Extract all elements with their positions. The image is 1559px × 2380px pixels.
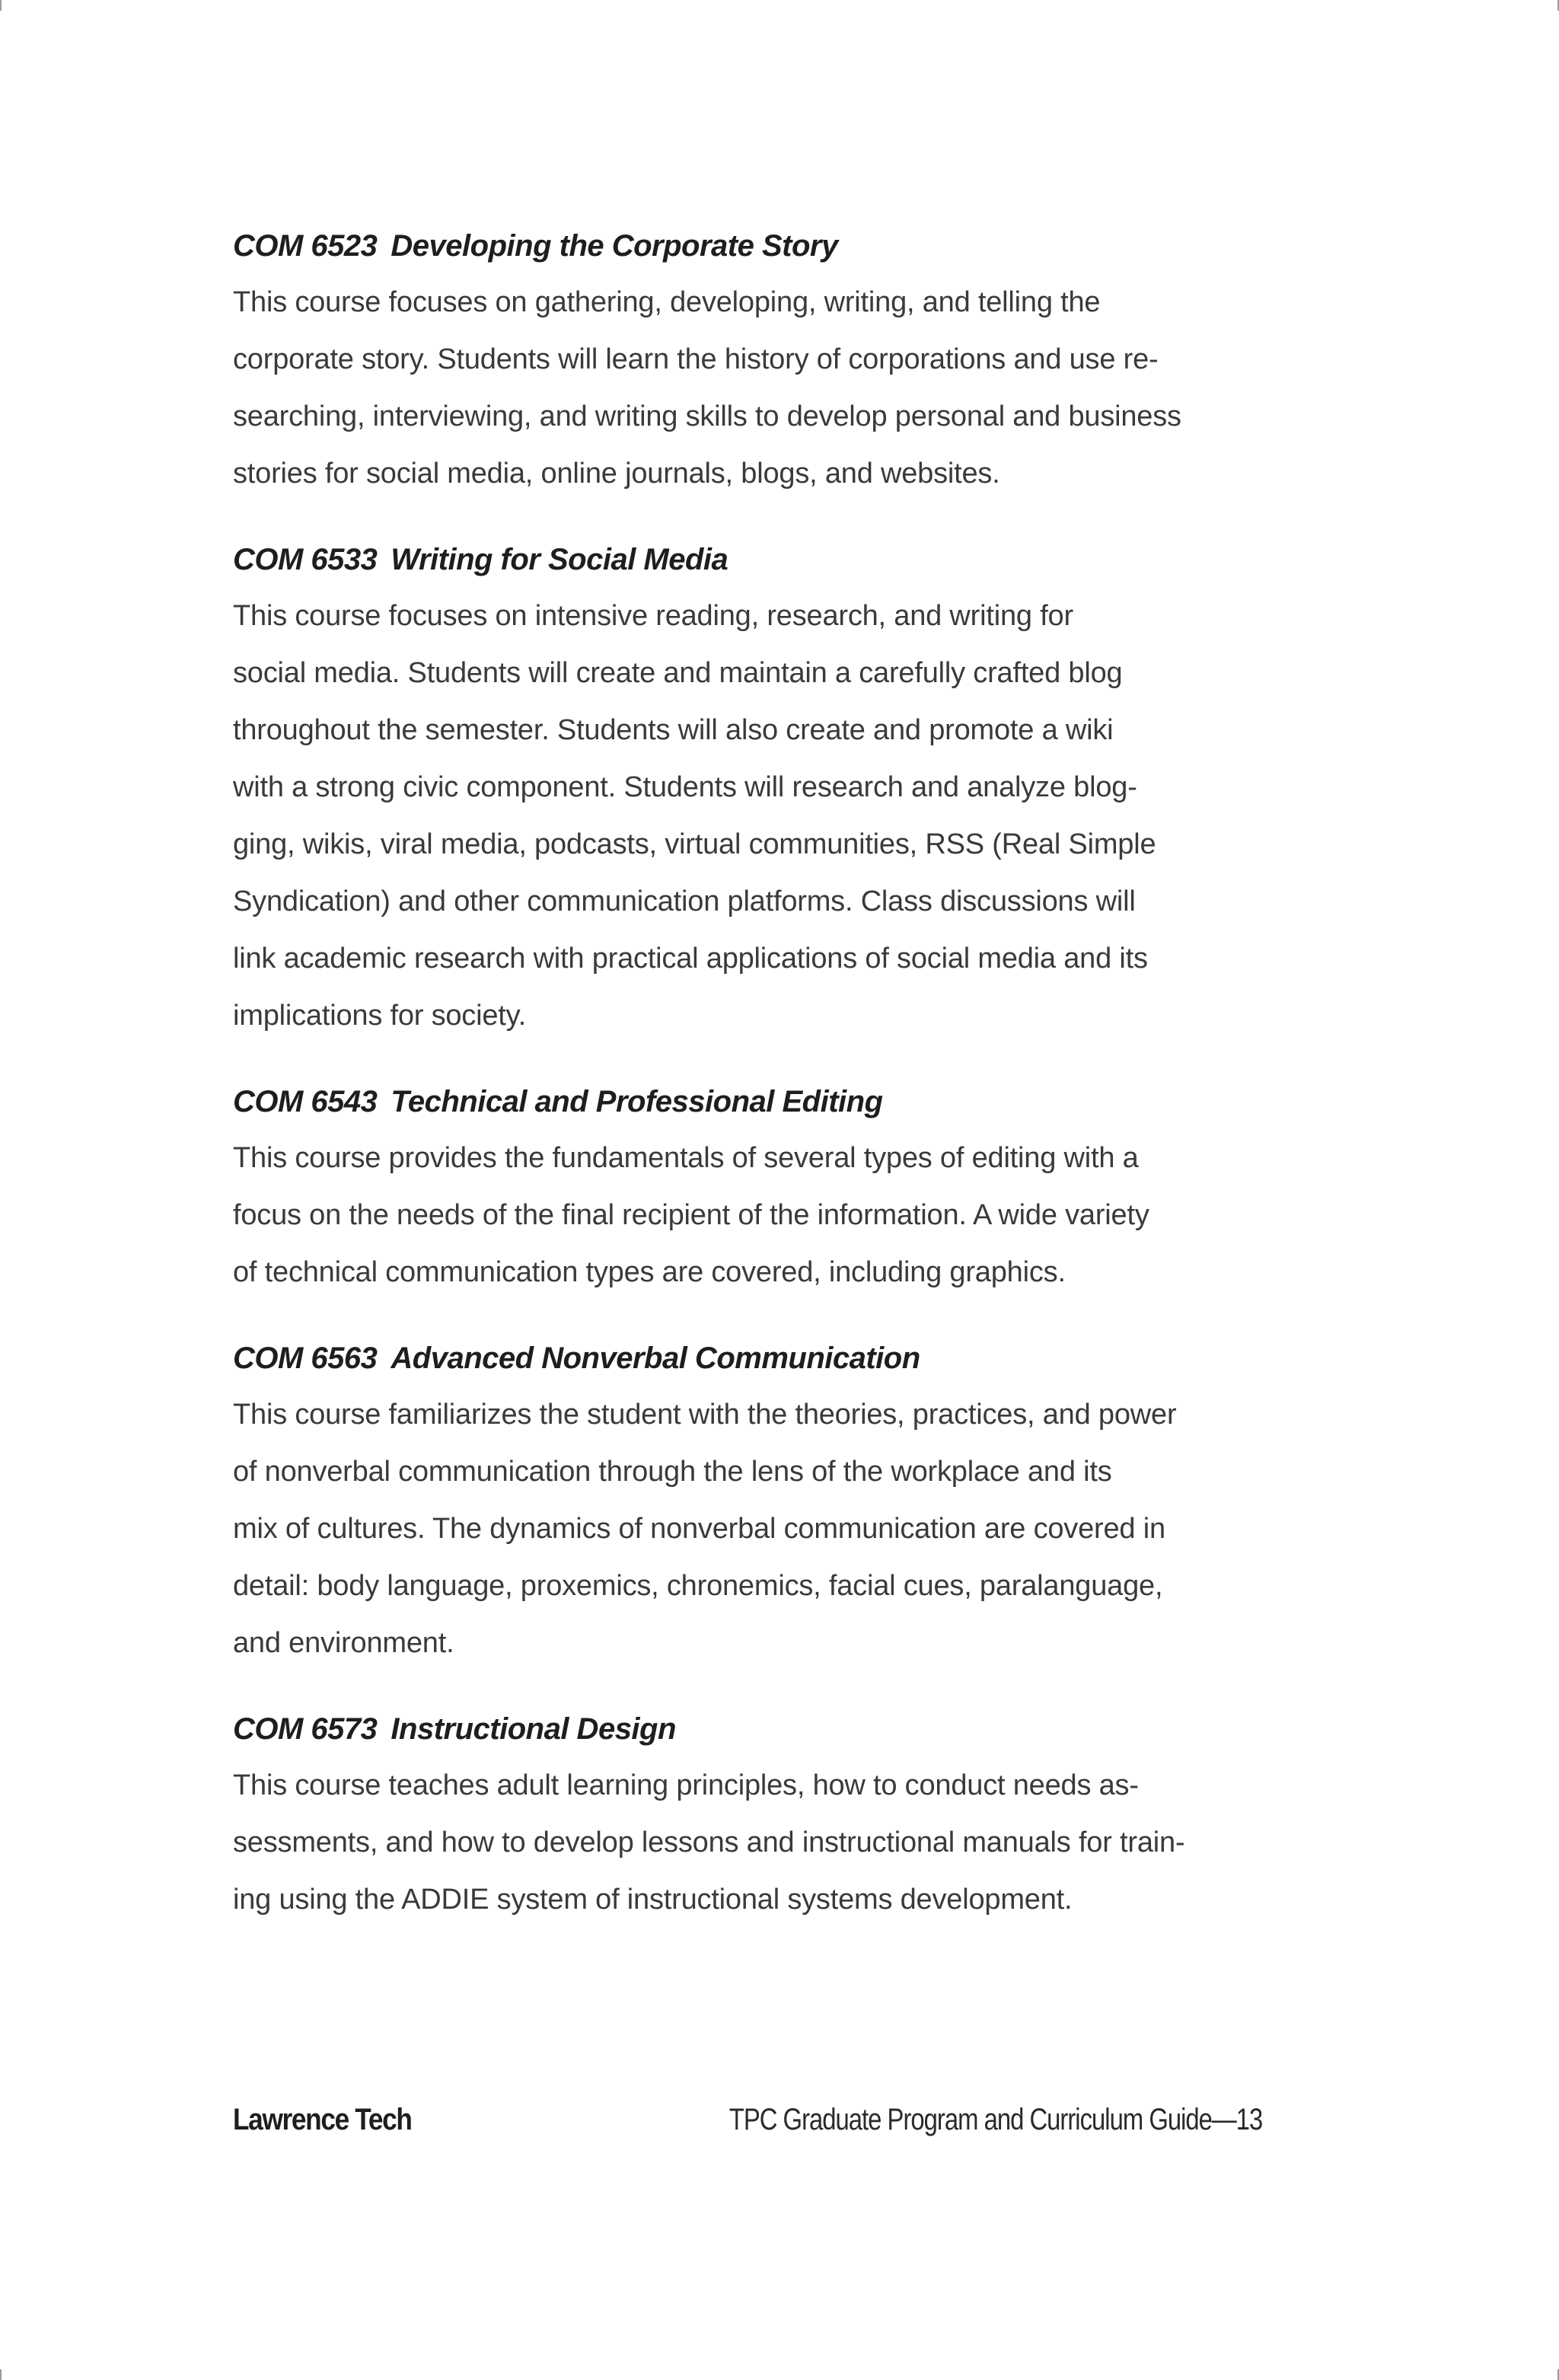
course-heading [233, 222, 1299, 270]
course-entry [233, 222, 1299, 502]
course-title: Technical and Professional Editing [391, 1085, 883, 1118]
course-description: This course provides the fundamentals of several types of editing with a focus on the needs of the final recipient of the information. A wide variety of technical communication types are covered, including graphics. [233, 1142, 1149, 1288]
course-entry [233, 536, 1299, 1045]
footer-guide-title: TPC Graduate Program and Curriculum Guide—13 [728, 2103, 1262, 2136]
course-description: This course familiarizes the student with the theories, practices, and power of nonverbal communication through the lens of the workplace and its mix of cultures. The dynamics of nonverbal communication are covered in detail: body language, proxemics, chronemics, facial cues, paralanguage, and environment. [233, 1399, 1177, 1659]
course-title: Advanced Nonverbal Communication [391, 1342, 920, 1375]
page-footer [233, 2103, 1262, 2149]
course-title: Writing for Social Media [391, 543, 728, 576]
course-code: COM 6533 [233, 543, 378, 576]
course-code: COM 6563 [233, 1342, 378, 1375]
course-title: Developing the Corporate Story [391, 229, 838, 263]
course-heading [233, 536, 1299, 583]
course-heading [233, 1335, 1299, 1382]
course-description: This course focuses on gathering, developing, writing, and telling the corporate story. Students will learn the history of corporations and use re- searching, interviewing, and writing skills to develop personal and business stories for social media, online journals, blogs, and websites. [233, 286, 1181, 490]
crop-mark-top-left [0, 0, 2, 11]
course-code: COM 6523 [233, 229, 378, 263]
footer-brand: Lawrence Tech [233, 2103, 412, 2136]
course-entry [233, 1705, 1299, 1929]
course-code: COM 6543 [233, 1085, 378, 1118]
course-description: This course teaches adult learning principles, how to conduct needs as- sessments, and how to develop lessons and instructional manuals for train- ing using the ADDIE system of instructional systems development. [233, 1769, 1185, 1916]
course-entry [233, 1078, 1299, 1301]
course-title: Instructional Design [391, 1712, 676, 1746]
course-list [233, 222, 1299, 1962]
course-code: COM 6573 [233, 1712, 378, 1746]
course-heading [233, 1078, 1299, 1125]
crop-mark-bottom-left [0, 2369, 2, 2380]
course-description: This course focuses on intensive reading, research, and writing for social media. Students will create and maintain a carefully crafted blog throughout the semester. Students will also create and promote a wiki with a strong civic component. Students will research and analyze blog- ging, wikis, viral media, podcasts, virtual communities, RSS (Real Simple Syndication) and other communication platforms. Class discussions will link academic research with practical applications of social media and its implications for society. [233, 600, 1156, 1032]
course-entry [233, 1335, 1299, 1672]
course-heading [233, 1705, 1299, 1753]
